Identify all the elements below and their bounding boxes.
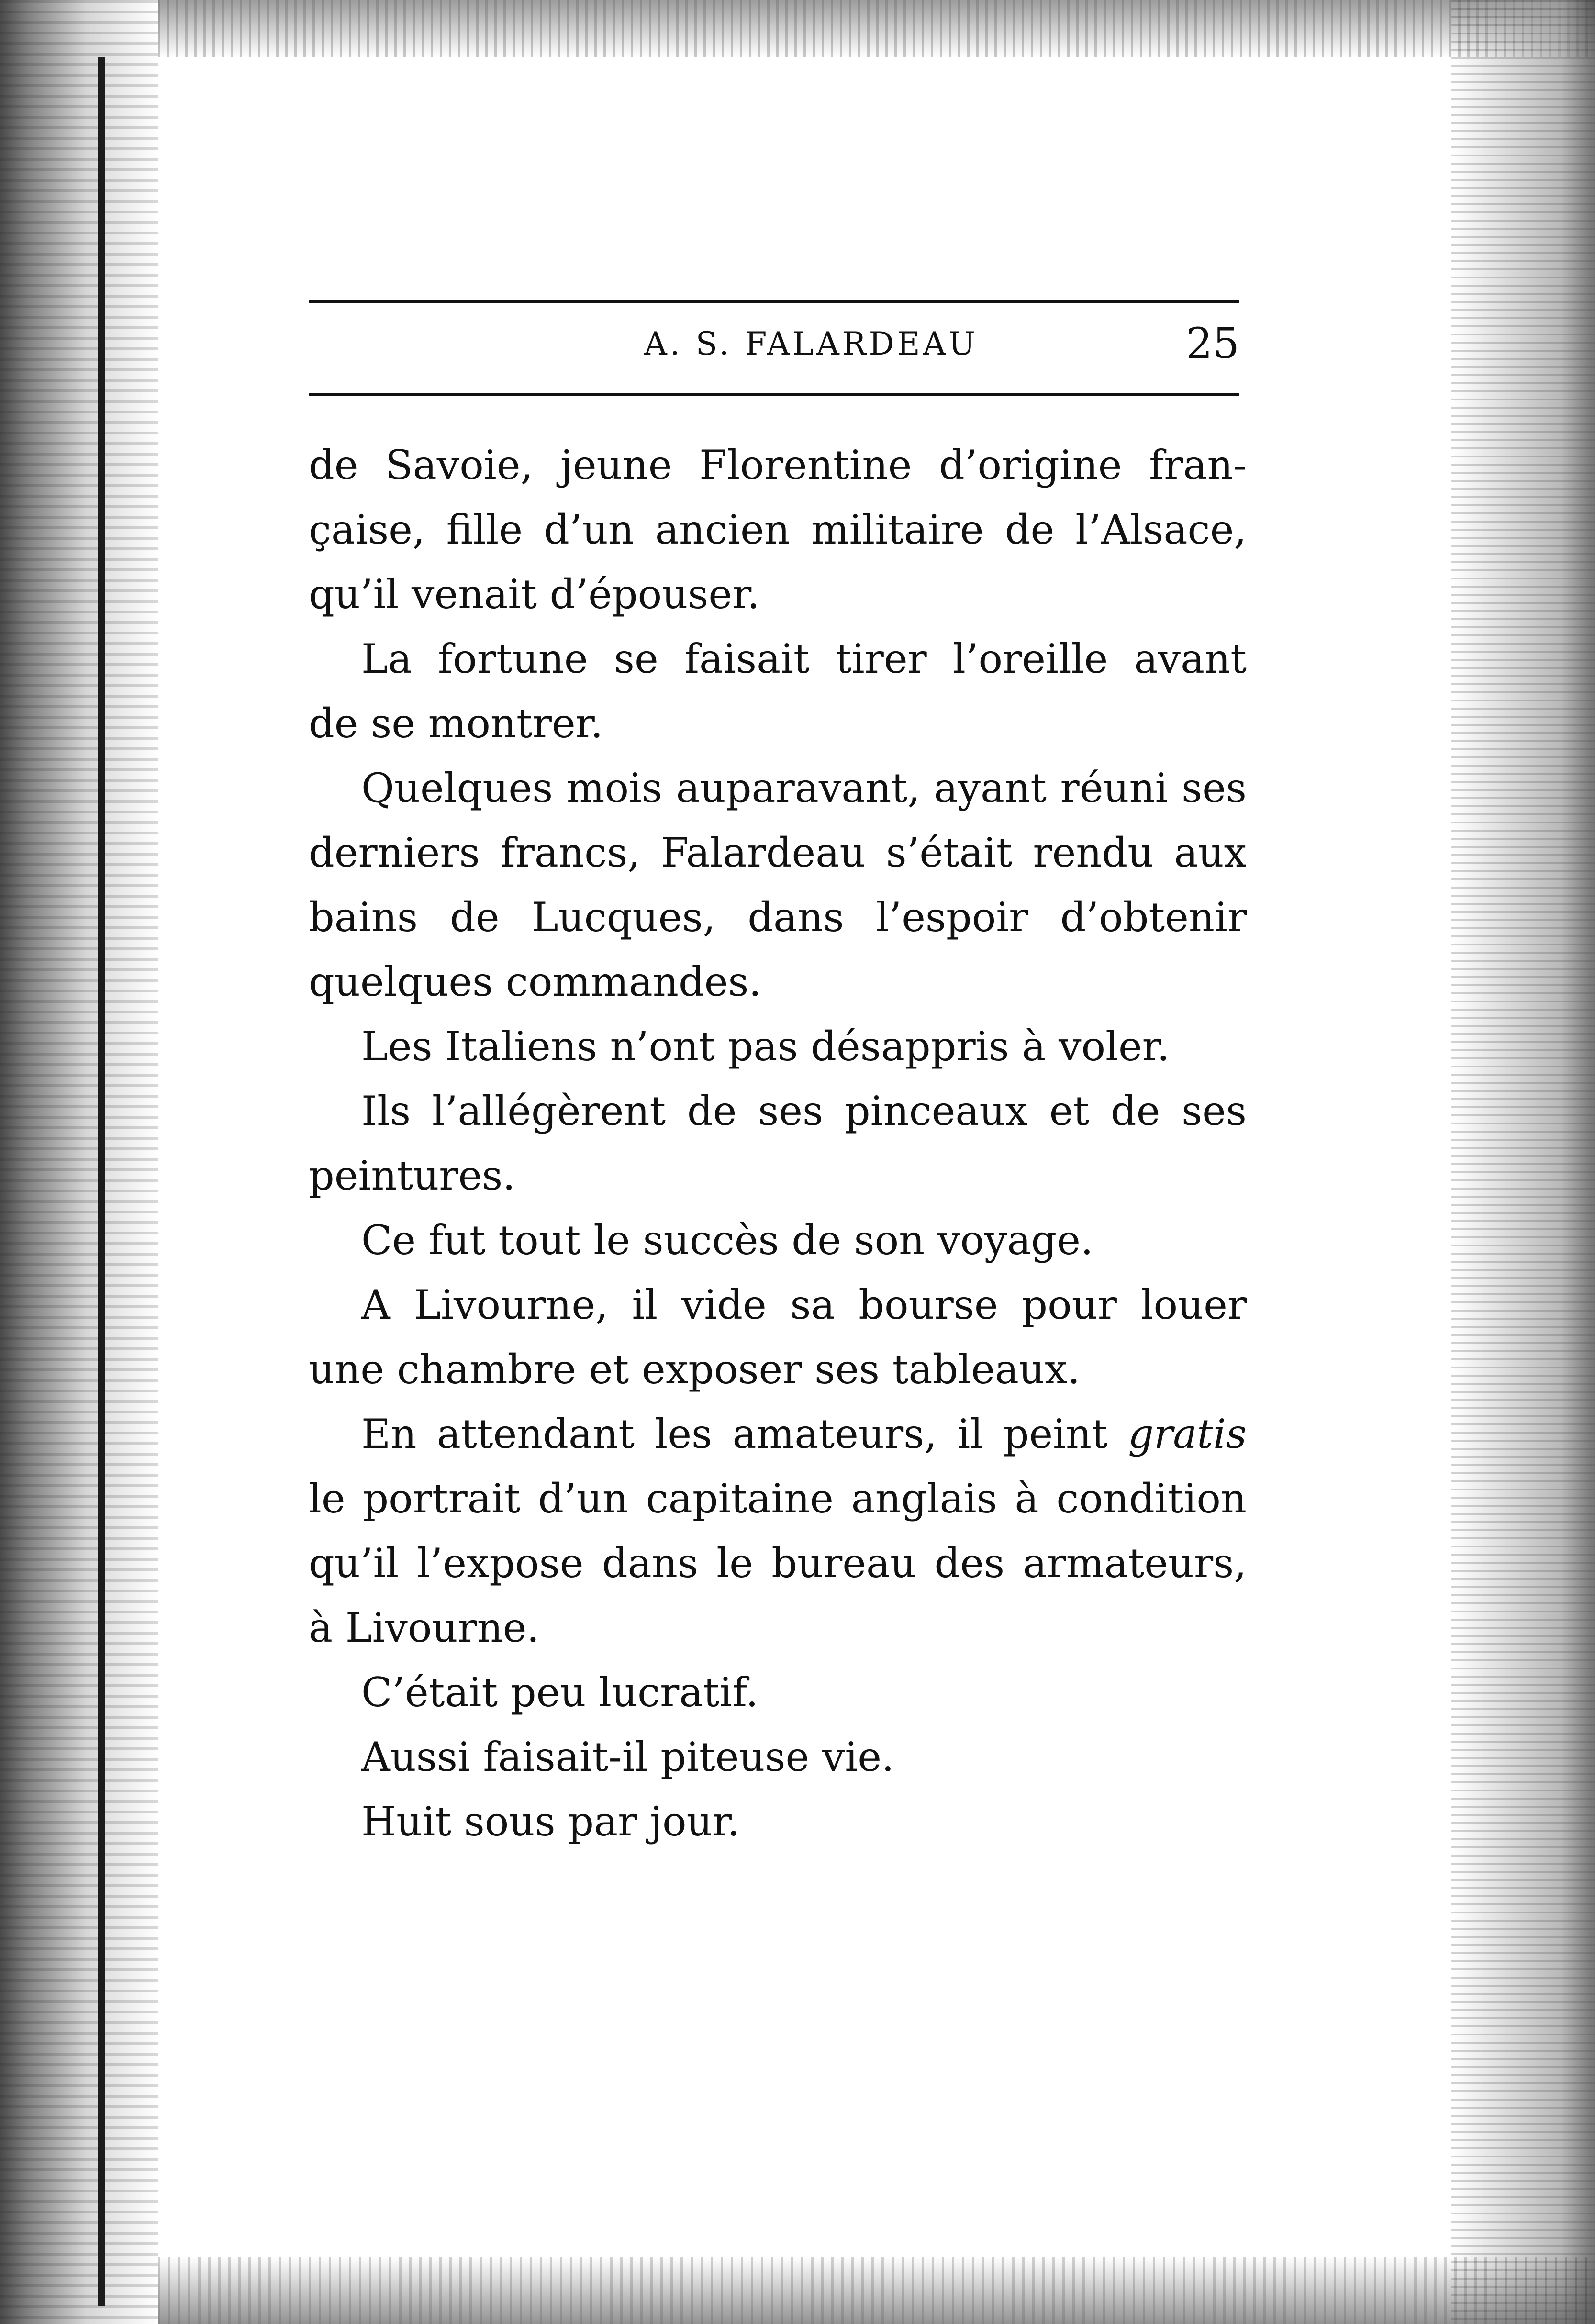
text-line: Aussi faisait-il piteuse vie. [361,1734,894,1780]
running-head-author: A. S. FALARDEAU [644,325,978,362]
scan-right-edge [1451,0,1595,2324]
text-line: peintures. [309,1152,515,1199]
text-line: çaise, fille d’un ancien militaire de l’Alsace, [309,506,1247,553]
text-line: derniers francs, Falardeau s’était rendu aux [309,829,1247,876]
text-line: La fortune se faisait tirer l’oreille avant [361,635,1247,682]
binding-thread [98,57,105,2306]
text-line: C’était peu lucratif. [361,1669,758,1716]
running-head [309,316,1239,378]
page-number: 25 [1186,319,1239,368]
text-line: de Savoie, jeune Florentine d’origine fran- [309,442,1247,489]
text-line: une chambre et exposer ses tableaux. [309,1346,1081,1393]
text-line: Ce fut tout le succès de son voyage. [361,1217,1093,1264]
text-line: à Livourne. [309,1604,540,1651]
text-line: qu’il l’expose dans le bureau des armateurs, [309,1540,1247,1587]
text-line: Quelques mois auparavant, ayant réuni ses [361,765,1247,812]
text-line: bains de Lucques, dans l’espoir d’obtenir [309,894,1247,941]
scan-top-edge [158,0,1595,57]
text-line: Huit sous par jour. [361,1798,740,1845]
text-line: Les Italiens n’ont pas désappris à voler. [361,1023,1170,1070]
scan-bottom-edge [158,2257,1595,2324]
book-binding-edge [0,0,158,2324]
text-line: de se montrer. [309,700,603,747]
text-line: Ils l’allégèrent de ses pinceaux et de ses [361,1088,1247,1134]
text-line: le portrait d’un capitaine anglais à condition [309,1475,1247,1522]
text-line: quelques commandes. [309,958,762,1005]
text-line: A Livourne, il vide sa bourse pour louer [361,1281,1247,1328]
header-rule-bottom [309,393,1239,396]
text-line: qu’il venait d’épouser. [309,571,760,618]
italic-word: gratis [1128,1411,1247,1457]
text-line [309,1402,1247,1467]
body-text [309,433,1247,1854]
header-rule-top [309,300,1239,303]
text-line-start: En attendant les amateurs, il peint [361,1411,1128,1457]
